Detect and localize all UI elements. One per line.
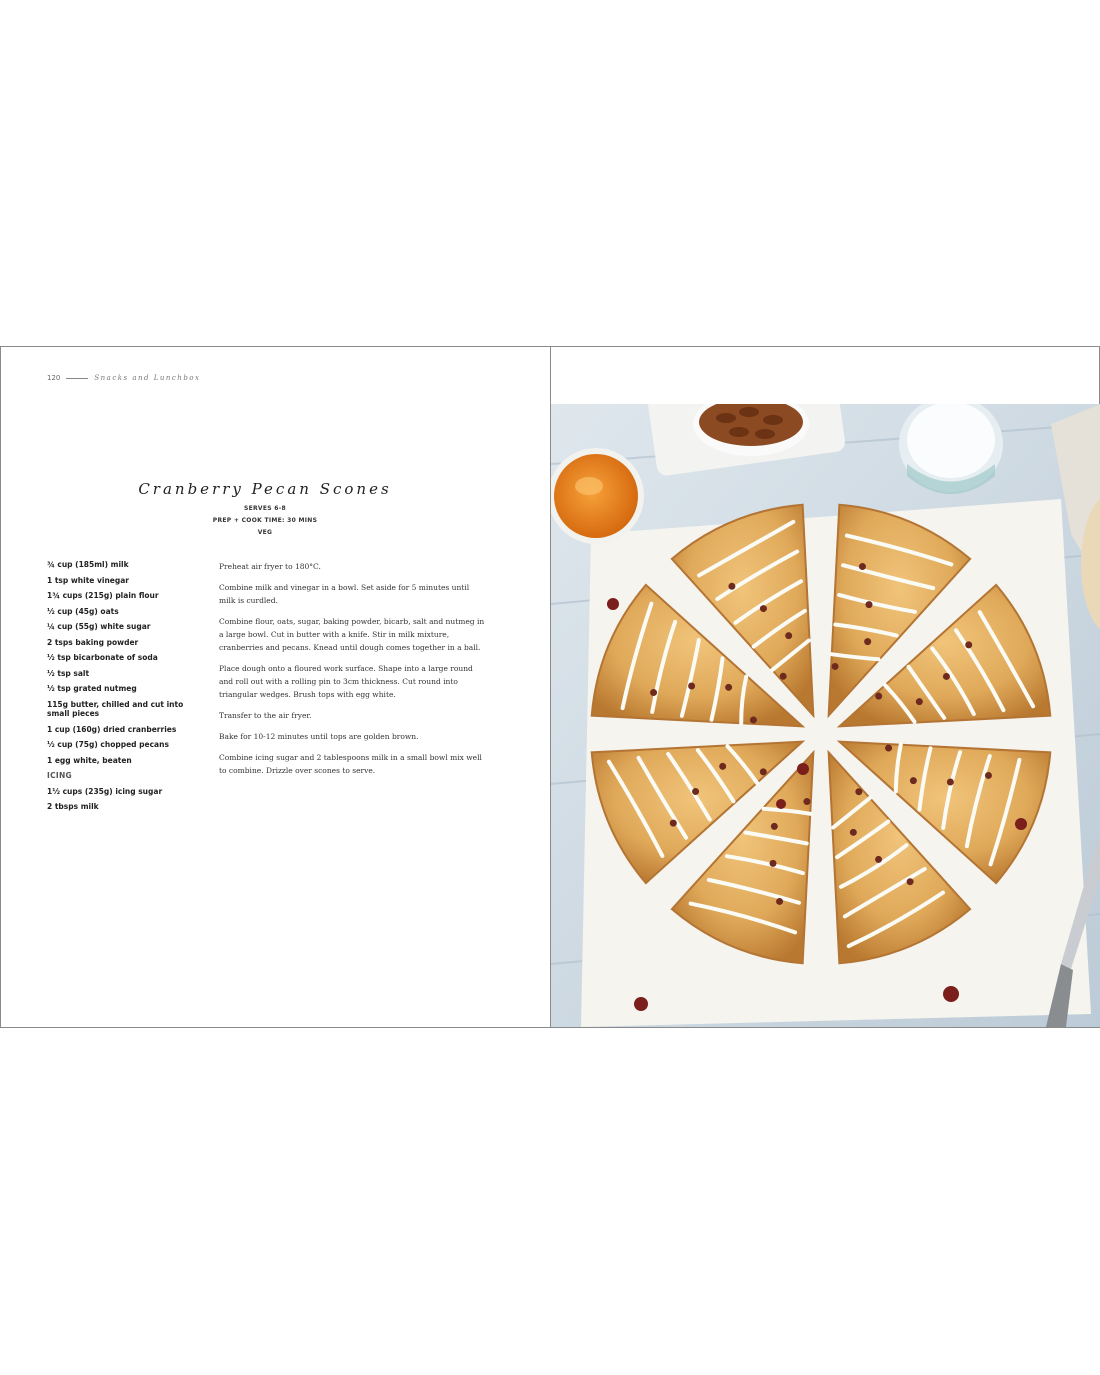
cranberry-piece (885, 745, 892, 752)
book-spread (0, 346, 1100, 1028)
cranberry-piece (771, 823, 778, 830)
method-step: Bake for 10-12 minutes until tops are golden brown. (219, 732, 419, 741)
ingredient-item: ½ tsp bicarbonate of soda (47, 653, 158, 662)
cranberry-piece (719, 763, 726, 770)
method-step: Combine milk and vinegar in a bowl. Set aside for 5 minutes until milk is curdled. (219, 583, 470, 605)
recipe-diet: VEG (257, 529, 273, 536)
cranberry-piece (785, 632, 792, 639)
cranberry-piece (750, 716, 757, 723)
ingredient-item: 1¾ cups (215g) plain flour (47, 591, 159, 600)
ingredient-item: ¾ cup (185ml) milk (47, 560, 129, 569)
ingredient-item: 2 tsps baking powder (47, 637, 139, 647)
method-step: Combine flour, oats, sugar, baking powder, bicarb, salt and nutmeg in a large bowl. Cut in butter with a knife. Stir in milk mixture, cranberries and pecans. Knead until dough comes together in a ball. (219, 617, 485, 652)
cranberry-piece (760, 605, 767, 612)
running-head (47, 374, 200, 382)
method-step: Preheat air fryer to 180°C. (219, 562, 321, 571)
ingredient-item: 1 cup (160g) dried cranberries (47, 724, 177, 734)
recipe-time: PREP + COOK TIME: 30 MINS (212, 517, 318, 524)
cranberry-piece (859, 563, 866, 570)
cranberry-piece (864, 638, 871, 645)
scones-photo-illustration (551, 404, 1100, 1027)
method-step: Transfer to the air fryer. (219, 711, 312, 720)
cranberry-piece (670, 820, 677, 827)
cranberry-piece (985, 772, 992, 779)
cranberry-piece (916, 698, 923, 705)
cranberry-piece (943, 673, 950, 680)
cranberry-piece (725, 684, 732, 691)
cranberry-piece (803, 798, 810, 805)
cranberry-piece (855, 788, 862, 795)
ingredient-list (47, 560, 197, 818)
running-head-rule (66, 378, 88, 379)
cranberry-piece (910, 777, 917, 784)
method-steps (219, 560, 487, 785)
recipe-title: Cranberry Pecan Scones (138, 480, 392, 498)
ingredient-item: 1 tsp white vinegar (47, 575, 129, 585)
cranberry-piece (865, 601, 872, 608)
ingredient-item: ¼ cup (55g) white sugar (47, 622, 151, 631)
cranberry-piece (875, 856, 882, 863)
ingredient-item: ½ tsp grated nutmeg (47, 684, 137, 693)
cranberry-piece (850, 829, 857, 836)
cranberry-piece (692, 788, 699, 795)
cranberry-piece (650, 689, 657, 696)
ingredient-item: ½ cup (75g) chopped pecans (47, 740, 169, 749)
right-page (550, 347, 1100, 1027)
cranberry-piece (776, 898, 783, 905)
cranberry-piece (965, 641, 972, 648)
method-step: Place dough onto a floured work surface. Shape into a large round and roll out with a rolling pin to 3cm thickness. Cut round into triangular wedges. Brush tops with egg white. (219, 664, 473, 699)
ingredient-item: 115g butter, chilled and cut into small pieces (47, 699, 184, 718)
cranberry-piece (832, 663, 839, 670)
cranberry-piece (947, 778, 954, 785)
cranberry-piece (770, 860, 777, 867)
scones-photo (551, 404, 1100, 1027)
cranberry-piece (780, 673, 787, 680)
milk-glass (899, 404, 1003, 494)
method-step: Combine icing sugar and 2 tablespoons milk in a small bowl mix well to combine. Drizzle over scones to serve. (219, 753, 482, 775)
icing-heading: ICING (47, 771, 73, 780)
recipe-serves: SERVES 6-8 (243, 505, 287, 512)
cranberry-piece (688, 683, 695, 690)
left-page (0, 347, 550, 1027)
ingredient-item: ½ cup (45g) oats (47, 606, 119, 616)
section-title: Snacks and Lunchbox (94, 374, 201, 382)
ingredient-item: 1 egg white, beaten (47, 755, 132, 765)
ingredient-item: ½ tsp salt (47, 668, 90, 678)
icing-item: 2 tbsps milk (47, 802, 99, 811)
cranberry-piece (728, 583, 735, 590)
icing-item: 1½ cups (235g) icing sugar (47, 786, 163, 796)
page-number: 120 (47, 374, 61, 382)
cranberry-piece (760, 768, 767, 775)
marmalade-jar (551, 448, 644, 544)
cranberry-piece (875, 693, 882, 700)
cranberry-piece (907, 878, 914, 885)
